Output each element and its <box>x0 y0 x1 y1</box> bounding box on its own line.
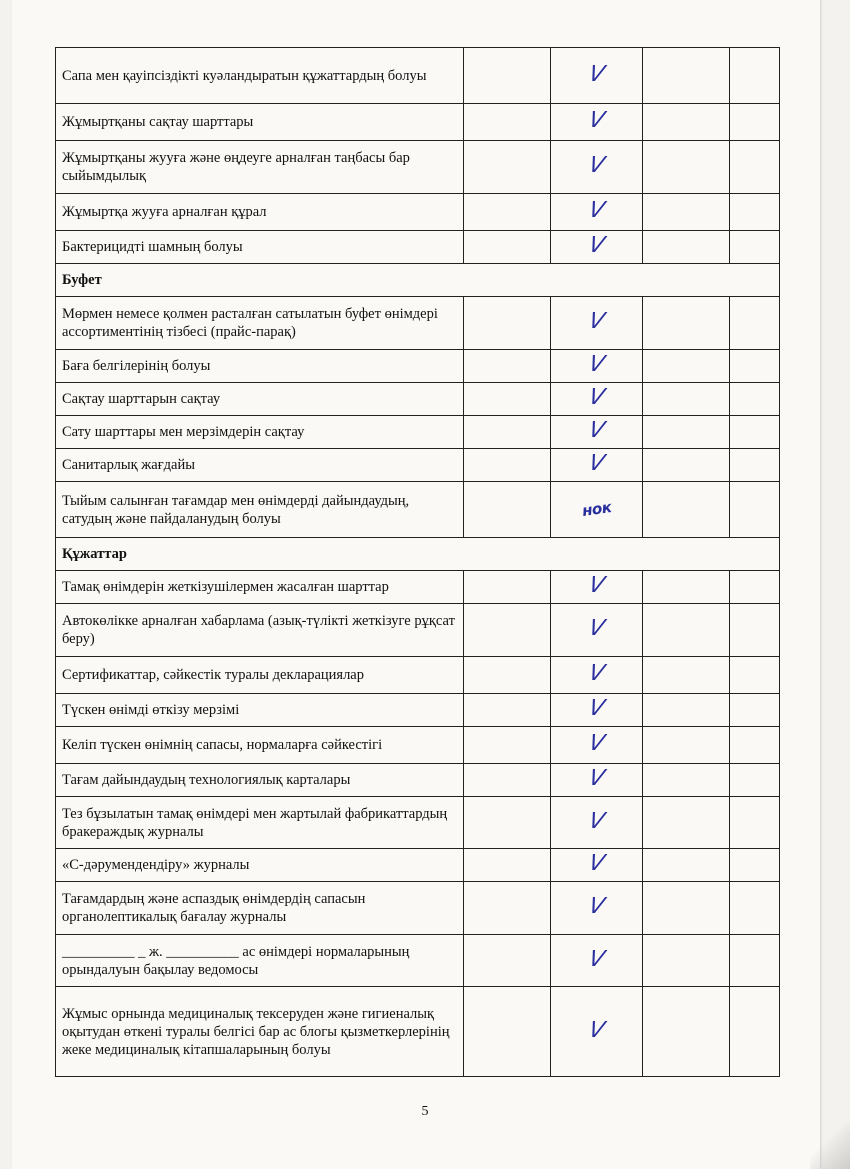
compliance-mark-cell <box>551 657 642 694</box>
empty-cell <box>729 935 779 987</box>
handwritten-check-mark: V <box>586 766 607 791</box>
compliance-mark-cell <box>551 48 642 104</box>
compliance-mark-cell <box>551 571 642 604</box>
empty-cell <box>729 383 779 416</box>
empty-cell <box>464 231 551 264</box>
checklist-row <box>56 657 780 694</box>
compliance-mark-cell <box>551 849 642 882</box>
empty-cell <box>729 882 779 935</box>
empty-cell <box>729 987 779 1077</box>
empty-cell <box>729 764 779 797</box>
empty-cell <box>729 141 779 194</box>
empty-cell <box>729 297 779 350</box>
empty-cell <box>642 104 729 141</box>
compliance-mark-cell <box>551 383 642 416</box>
handwritten-check-mark: V <box>586 573 607 598</box>
checklist-row <box>56 350 780 383</box>
checklist-row <box>56 694 780 727</box>
compliance-mark-cell <box>551 194 642 231</box>
requirement-label: Тыйым салынған тағамдар мен өнімдерді дайындаудың, сатудың және пайдаланудың болуы <box>56 482 464 538</box>
handwritten-check-mark: V <box>586 108 607 133</box>
compliance-mark-cell <box>551 141 642 194</box>
empty-cell <box>464 694 551 727</box>
handwritten-check-mark: V <box>586 309 607 334</box>
empty-cell <box>464 350 551 383</box>
checklist-row <box>56 297 780 350</box>
empty-cell <box>464 482 551 538</box>
requirement-label: Тез бұзылатын тамақ өнімдері мен жартылай фабрикаттардың бракераждық журналы <box>56 797 464 849</box>
empty-cell <box>464 141 551 194</box>
requirement-label: Санитарлық жағдайы <box>56 449 464 482</box>
checklist-row <box>56 882 780 935</box>
empty-cell <box>464 935 551 987</box>
empty-cell <box>642 849 729 882</box>
empty-cell <box>464 657 551 694</box>
empty-cell <box>642 797 729 849</box>
compliance-mark-cell <box>551 416 642 449</box>
empty-cell <box>729 657 779 694</box>
requirement-label: Автокөлікке арналған хабарлама (азық-түлікті жеткізуге рұқсат беру) <box>56 604 464 657</box>
requirement-label: __________ _ ж. __________ ас өнімдері нормаларының орындалуын бақылау ведомосы <box>56 935 464 987</box>
empty-cell <box>729 571 779 604</box>
compliance-mark-cell <box>551 882 642 935</box>
empty-cell <box>464 48 551 104</box>
empty-cell <box>464 797 551 849</box>
empty-cell <box>642 764 729 797</box>
requirement-label: Жұмыс орнында медициналық тексеруден және гигиеналық оқытудан өткені туралы белгісі бар ас блогы қызметкерлерінің жеке медициналық кітапшаларының болуы <box>56 987 464 1077</box>
empty-cell <box>729 104 779 141</box>
empty-cell <box>729 231 779 264</box>
empty-cell <box>642 231 729 264</box>
checklist-table <box>55 47 780 1077</box>
handwritten-check-mark: V <box>586 946 607 972</box>
checklist-row <box>56 604 780 657</box>
handwritten-check-mark: V <box>586 808 607 834</box>
handwritten-check-mark: V <box>586 198 607 223</box>
empty-cell <box>729 449 779 482</box>
empty-cell <box>464 849 551 882</box>
empty-cell <box>642 194 729 231</box>
empty-cell <box>729 797 779 849</box>
checklist-row <box>56 104 780 141</box>
checklist-row <box>56 727 780 764</box>
compliance-mark-cell <box>551 797 642 849</box>
requirement-label: Сапа мен қауіпсіздікті куәландыратын құжаттардың болуы <box>56 48 464 104</box>
handwritten-check-mark: V <box>586 894 607 919</box>
page-number: 5 <box>421 1104 429 1119</box>
empty-cell <box>464 383 551 416</box>
compliance-mark-cell <box>551 449 642 482</box>
section-title: Буфет <box>56 264 780 297</box>
requirement-label: «С-дәрумендендіру» журналы <box>56 849 464 882</box>
empty-cell <box>464 882 551 935</box>
requirement-label: Тағамдардың және аспаздық өнімдердің сапасын органолептикалық бағалау журналы <box>56 882 464 935</box>
empty-cell <box>642 571 729 604</box>
empty-cell <box>642 882 729 935</box>
checklist-row <box>56 935 780 987</box>
empty-cell <box>729 849 779 882</box>
empty-cell <box>642 449 729 482</box>
checklist-row <box>56 987 780 1077</box>
checklist-row <box>56 383 780 416</box>
checklist-row <box>56 571 780 604</box>
handwritten-check-mark: V <box>586 153 607 178</box>
empty-cell <box>729 48 779 104</box>
requirement-label: Бактерицидті шамның болуы <box>56 231 464 264</box>
compliance-mark-cell <box>551 935 642 987</box>
empty-cell <box>642 48 729 104</box>
requirement-label: Мөрмен немесе қолмен расталған сатылатын буфет өнімдері ассортиментінің тізбесі (прайс-парақ) <box>56 297 464 350</box>
handwritten-check-mark: V <box>586 233 607 258</box>
compliance-mark-cell <box>551 694 642 727</box>
empty-cell <box>729 694 779 727</box>
requirement-label: Сату шарттары мен мерзімдерін сақтау <box>56 416 464 449</box>
empty-cell <box>464 297 551 350</box>
handwritten-check-mark: V <box>586 418 607 443</box>
empty-cell <box>642 657 729 694</box>
checklist-row <box>56 849 780 882</box>
empty-cell <box>642 604 729 657</box>
handwritten-nok-mark: нок <box>580 498 613 520</box>
handwritten-check-mark: V <box>586 385 607 410</box>
requirement-label: Түскен өнімді өткізу мерзімі <box>56 694 464 727</box>
empty-cell <box>642 141 729 194</box>
handwritten-check-mark: V <box>586 696 607 721</box>
empty-cell <box>642 297 729 350</box>
empty-cell <box>642 694 729 727</box>
empty-cell <box>464 104 551 141</box>
checklist-row <box>56 482 780 538</box>
empty-cell <box>464 416 551 449</box>
empty-cell <box>729 350 779 383</box>
checklist-row <box>56 797 780 849</box>
empty-cell <box>729 194 779 231</box>
requirement-label: Сертификаттар, сәйкестік туралы декларациялар <box>56 657 464 694</box>
section-header-row <box>56 538 780 571</box>
requirement-label: Баға белгілерінің болуы <box>56 350 464 383</box>
empty-cell <box>464 449 551 482</box>
section-header-row <box>56 264 780 297</box>
handwritten-check-mark: V <box>586 352 607 377</box>
section-title: Құжаттар <box>56 538 780 571</box>
requirement-label: Келіп түскен өнімнің сапасы, нормаларға сәйкестігі <box>56 727 464 764</box>
handwritten-check-mark: V <box>586 61 607 87</box>
checklist-row <box>56 141 780 194</box>
handwritten-check-mark: V <box>586 661 607 686</box>
handwritten-check-mark: V <box>586 731 607 756</box>
scan-edge-shadow <box>810 1120 850 1169</box>
empty-cell <box>729 482 779 538</box>
handwritten-check-mark: V <box>586 1017 607 1043</box>
empty-cell <box>642 482 729 538</box>
requirement-label: Тамақ өнімдерін жеткізушілермен жасалған шарттар <box>56 571 464 604</box>
empty-cell <box>464 604 551 657</box>
requirement-label: Жұмыртқа жууға арналған құрал <box>56 194 464 231</box>
requirement-label: Сақтау шарттарын сақтау <box>56 383 464 416</box>
checklist-row <box>56 449 780 482</box>
compliance-mark-cell <box>551 604 642 657</box>
requirement-label: Жұмыртқаны сақтау шарттары <box>56 104 464 141</box>
handwritten-check-mark: V <box>586 451 607 476</box>
empty-cell <box>729 604 779 657</box>
empty-cell <box>464 571 551 604</box>
compliance-mark-cell <box>551 764 642 797</box>
empty-cell <box>464 764 551 797</box>
checklist-row <box>56 48 780 104</box>
compliance-mark-cell <box>551 104 642 141</box>
empty-cell <box>642 350 729 383</box>
empty-cell <box>464 987 551 1077</box>
compliance-mark-cell <box>551 482 642 538</box>
compliance-mark-cell <box>551 987 642 1077</box>
empty-cell <box>729 416 779 449</box>
checklist-row <box>56 194 780 231</box>
empty-cell <box>642 416 729 449</box>
requirement-label: Тағам дайындаудың технологиялық карталары <box>56 764 464 797</box>
checklist-row <box>56 231 780 264</box>
empty-cell <box>642 383 729 416</box>
empty-cell <box>642 727 729 764</box>
empty-cell <box>642 987 729 1077</box>
checklist-row <box>56 416 780 449</box>
empty-cell <box>464 727 551 764</box>
empty-cell <box>729 727 779 764</box>
compliance-mark-cell <box>551 297 642 350</box>
empty-cell <box>642 935 729 987</box>
compliance-mark-cell <box>551 231 642 264</box>
requirement-label: Жұмыртқаны жууға және өңдеуге арналған таңбасы бар сыйымдылық <box>56 141 464 194</box>
handwritten-check-mark: V <box>586 851 607 876</box>
empty-cell <box>464 194 551 231</box>
compliance-mark-cell <box>551 350 642 383</box>
handwritten-check-mark: V <box>586 616 607 641</box>
compliance-mark-cell <box>551 727 642 764</box>
checklist-row <box>56 764 780 797</box>
